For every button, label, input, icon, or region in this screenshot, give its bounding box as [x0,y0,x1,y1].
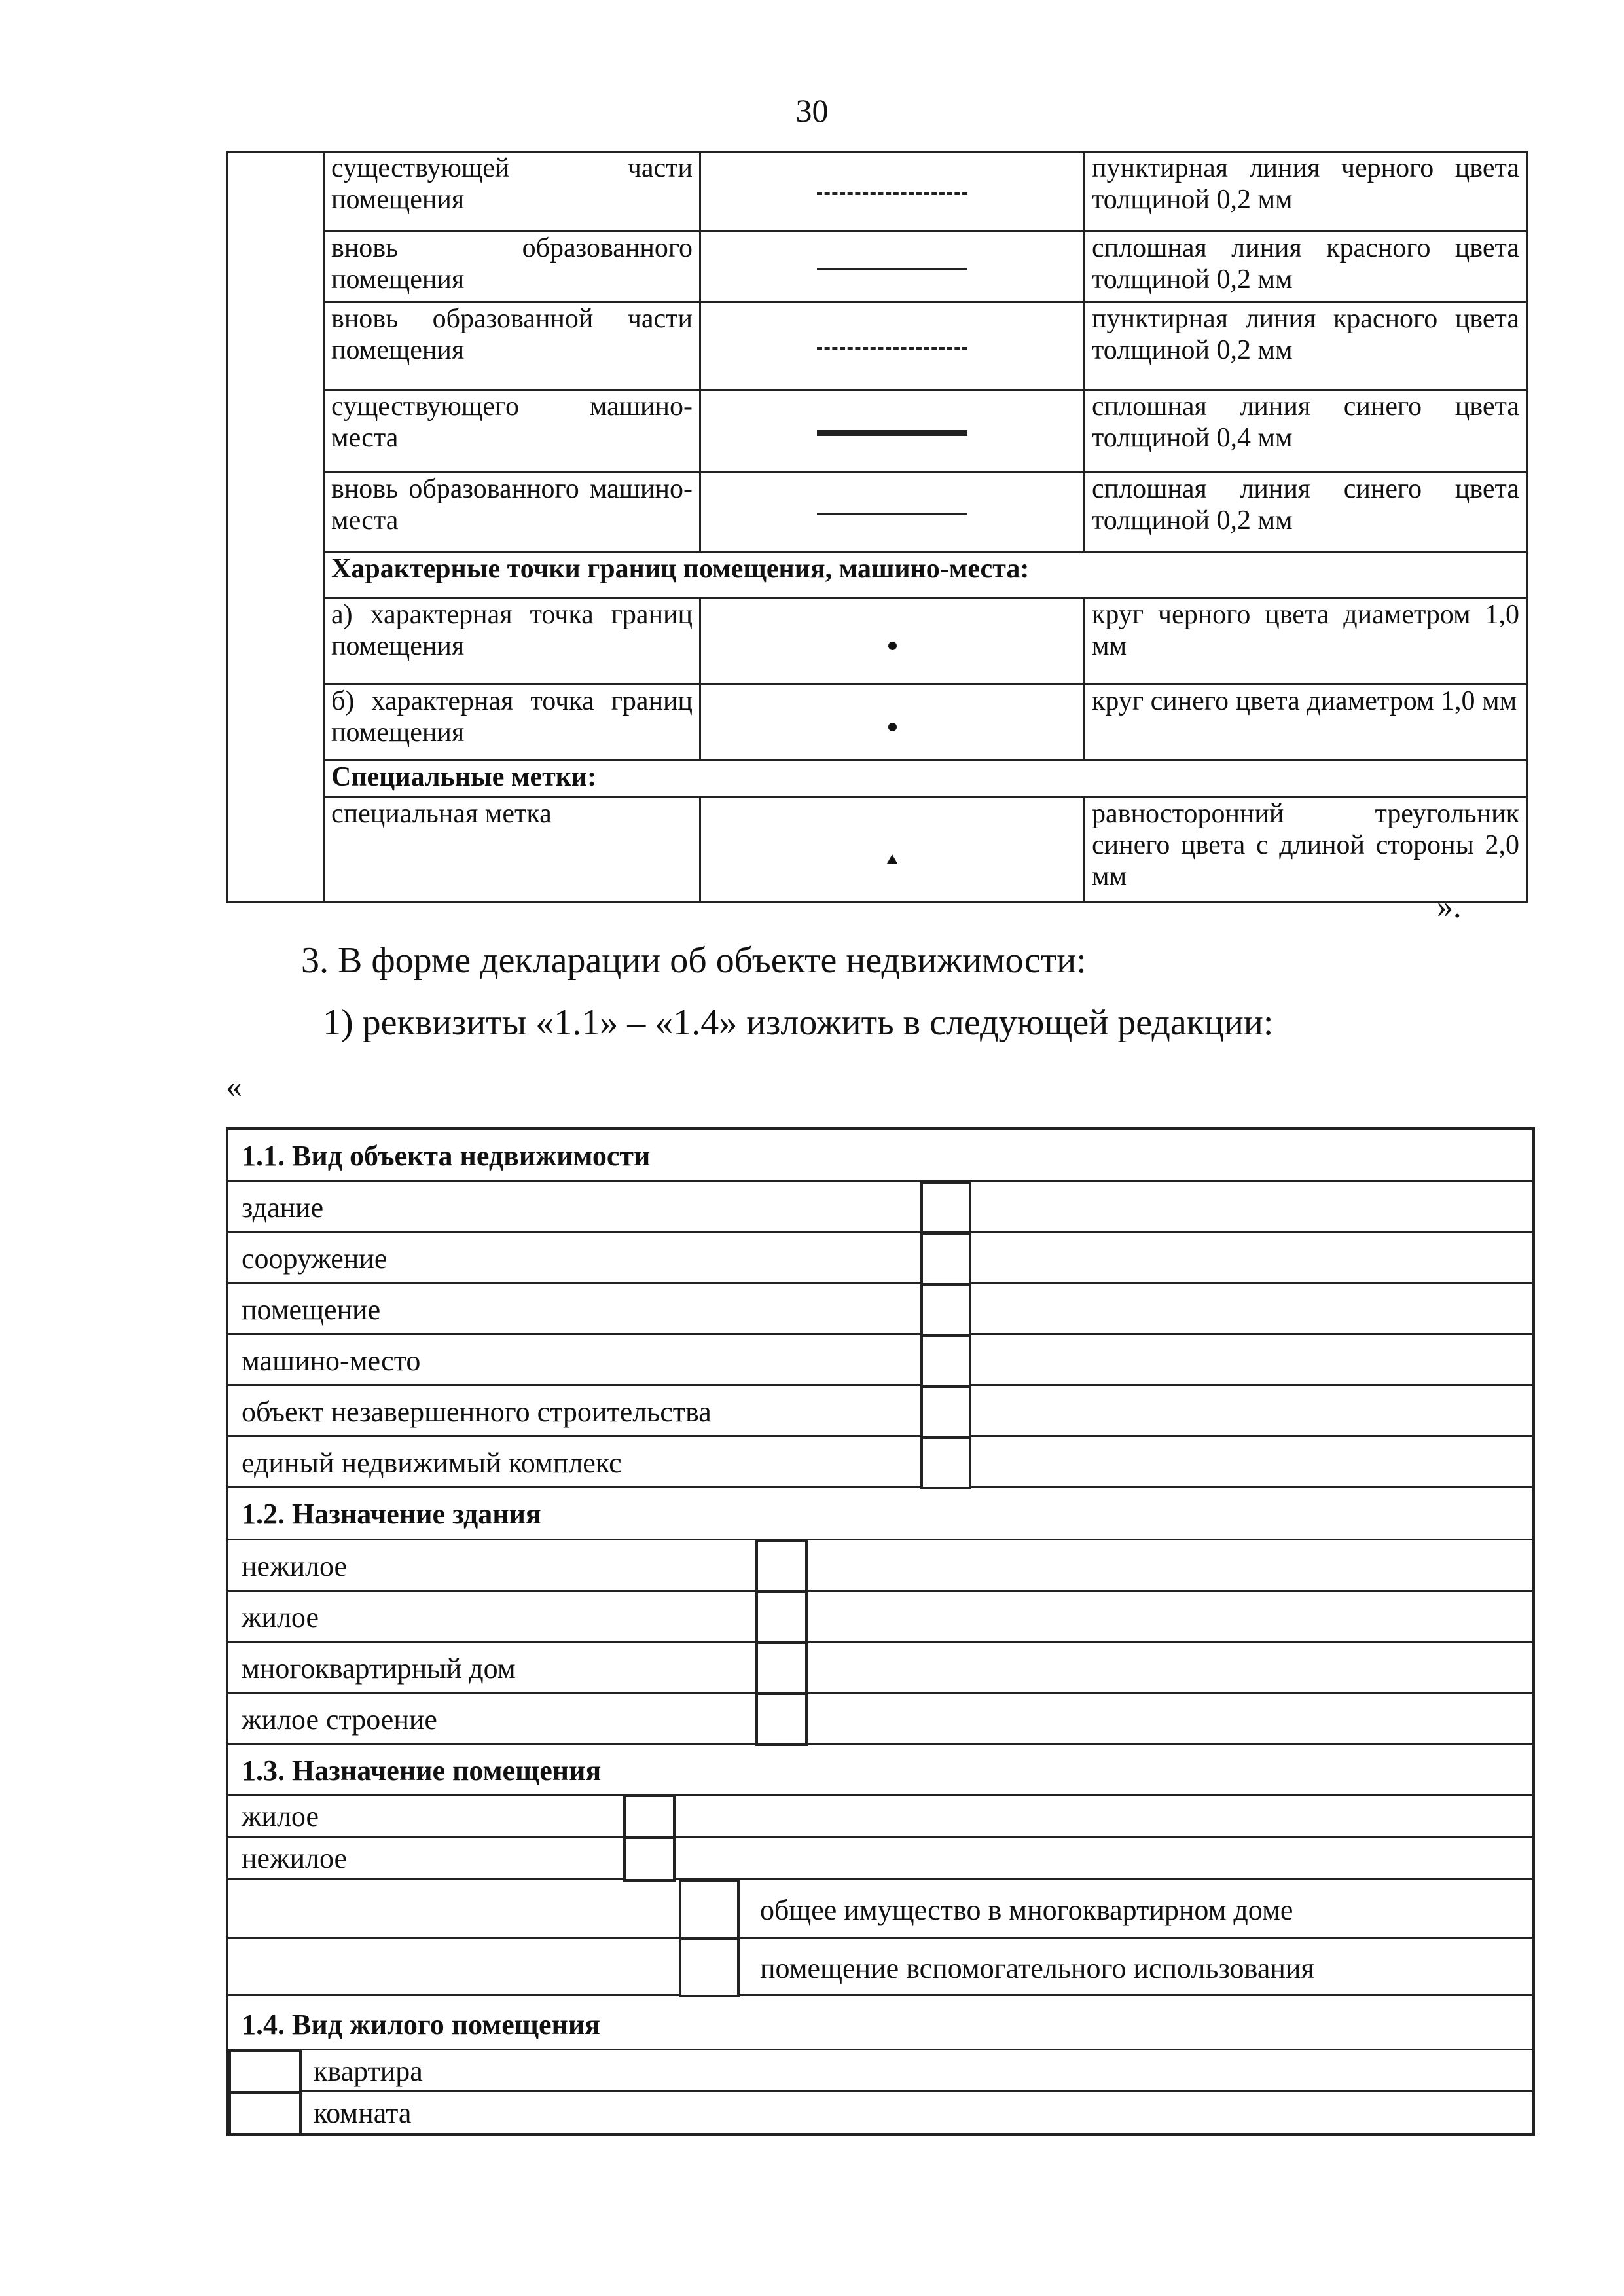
legend-description: равносторонний треугольник синего цвета с длиной стороны 2,0 мм [1085,797,1527,902]
legend-row [227,473,1527,553]
legend-object-name: существующего машино-места [324,390,700,473]
legend-section-row [227,761,1527,797]
legend-symbol-cell [700,598,1085,685]
legend-row [227,302,1527,390]
option-label: сооружение [242,1243,388,1275]
paragraph-3: 3. В форме декларации об объекте недвижимости: [301,940,1087,981]
option-label: жилое [242,1601,319,1633]
paragraph-3-1: 1) реквизиты «1.1» – «1.4» изложить в следующей редакции: [323,1002,1274,1043]
dot-icon [888,723,897,731]
option-row [228,1284,1532,1335]
legend-section-title: Характерные точки границ помещения, машино-места: [324,553,1527,598]
legend-symbol-cell [700,302,1085,390]
option-row [228,1386,1532,1437]
option-label: машино-место [242,1345,421,1377]
legend-symbol-cell [700,685,1085,761]
legend-object-name: вновь образованной части помещения [324,302,700,390]
checkbox-dwelling-apartment[interactable] [228,2049,302,2094]
section-1-2-header [228,1488,1532,1540]
legend-object-name: специальная метка [324,797,700,902]
option-label: здание [242,1192,324,1224]
dashed-line-icon [817,192,967,195]
section-title: 1.4. Вид жилого помещения [242,2009,600,2041]
legend-row [227,598,1527,685]
legend-description: сплошная линия синего цвета толщиной 0,2 мм [1085,473,1527,553]
legend-description: пунктирная линия красного цвета толщиной 0,2 мм [1085,302,1527,390]
sub-option-label: помещение вспомогательного использования [760,1952,1314,1984]
legend-object-name: а) характерная точка границ помещения [324,598,700,685]
option-row [228,1643,1532,1694]
legend-description: круг синего цвета диаметром 1,0 мм [1085,685,1527,761]
checkbox-object-premises[interactable] [920,1283,971,1336]
checkbox-object-parking-space[interactable] [920,1334,971,1387]
option-row [228,1182,1532,1233]
option-label: единый недвижимый комплекс [242,1447,622,1479]
option-label: жилое [242,1800,319,1832]
checkbox-object-building[interactable] [920,1181,971,1234]
page-number: 30 [795,92,829,129]
option-label: нежилое [242,1842,348,1874]
legend-section-title: Специальные метки: [324,761,1527,797]
legend-description: сплошная линия красного цвета толщиной 0,2 мм [1085,232,1527,302]
sub-option-row [228,1939,1532,1996]
section-title: 1.2. Назначение здания [242,1498,541,1530]
legend-object-name: вновь образованного машино-места [324,473,700,553]
solid-line-icon [817,513,967,515]
legend-object-name: б) характерная точка границ помещения [324,685,700,761]
legend-symbol-cell [700,797,1085,902]
legend-row [227,390,1527,473]
opening-quote: « [226,1068,242,1104]
legend-description: круг черного цвета диаметром 1,0 мм [1085,598,1527,685]
sub-option-row [228,1880,1532,1939]
section-title: 1.3. Назначение помещения [242,1755,602,1787]
triangle-icon [887,854,897,864]
legend-symbol-cell [700,232,1085,302]
legend-row [227,152,1527,232]
section-1-4-header [228,1996,1532,2050]
dashed-line-icon [817,347,967,350]
checkbox-building-nonresidential[interactable] [755,1539,808,1593]
checkbox-building-dwelling[interactable] [755,1692,808,1746]
legend-row [227,232,1527,302]
option-row [228,1694,1532,1745]
checkbox-premises-residential[interactable] [623,1795,676,1839]
legend-symbol-cell [700,152,1085,232]
option-label: объект незавершенного строительства [242,1396,712,1428]
option-row [228,1796,1532,1838]
legend-row [227,797,1527,902]
checkbox-building-residential[interactable] [755,1590,808,1644]
checkbox-object-structure[interactable] [920,1232,971,1285]
legend-symbol-cell [700,390,1085,473]
checkbox-premises-common-property[interactable] [679,1879,740,1940]
checkbox-object-complex[interactable] [920,1436,971,1489]
checkbox-dwelling-room[interactable] [228,2091,302,2136]
legend-description: пунктирная линия черного цвета толщиной 0,2 мм [1085,152,1527,232]
option-row [228,1437,1532,1488]
legend-object-name: существующей части помещения [324,152,700,232]
dot-icon [888,642,897,650]
section-title: 1.1. Вид объекта недвижимости [242,1140,651,1172]
legend-table [226,151,1528,903]
option-label: многоквартирный дом [242,1652,516,1685]
option-label: комната [314,2097,412,2129]
option-row [228,2092,1532,2136]
checkbox-premises-auxiliary[interactable] [679,1937,740,1997]
option-label: нежилое [242,1550,348,1582]
solid-line-icon [817,268,967,270]
option-row [228,1592,1532,1643]
legend-object-name: вновь образованного помещения [324,232,700,302]
option-label: жилое строение [242,1704,437,1736]
checkbox-premises-nonresidential[interactable] [623,1836,676,1882]
legend-row [227,685,1527,761]
legend-section-row [227,553,1527,598]
thick-line-icon [817,430,967,436]
option-label: квартира [314,2055,423,2087]
legend-symbol-cell [700,473,1085,553]
option-row [228,1335,1532,1386]
section-1-3-header [228,1745,1532,1796]
checkbox-object-unfinished[interactable] [920,1385,971,1438]
option-row [228,2050,1532,2092]
option-row [228,1233,1532,1284]
declaration-form [226,1127,1535,2136]
checkbox-building-apartment-house[interactable] [755,1641,808,1695]
option-label: помещение [242,1294,381,1326]
closing-quote: ». [1437,888,1462,924]
legend-description: сплошная линия синего цвета толщиной 0,4 мм [1085,390,1527,473]
sub-option-label: общее имущество в многоквартирном доме [760,1894,1293,1926]
option-row [228,1540,1532,1592]
legend-blank-column [227,152,324,902]
section-1-1-header [228,1130,1532,1182]
option-row [228,1838,1532,1880]
